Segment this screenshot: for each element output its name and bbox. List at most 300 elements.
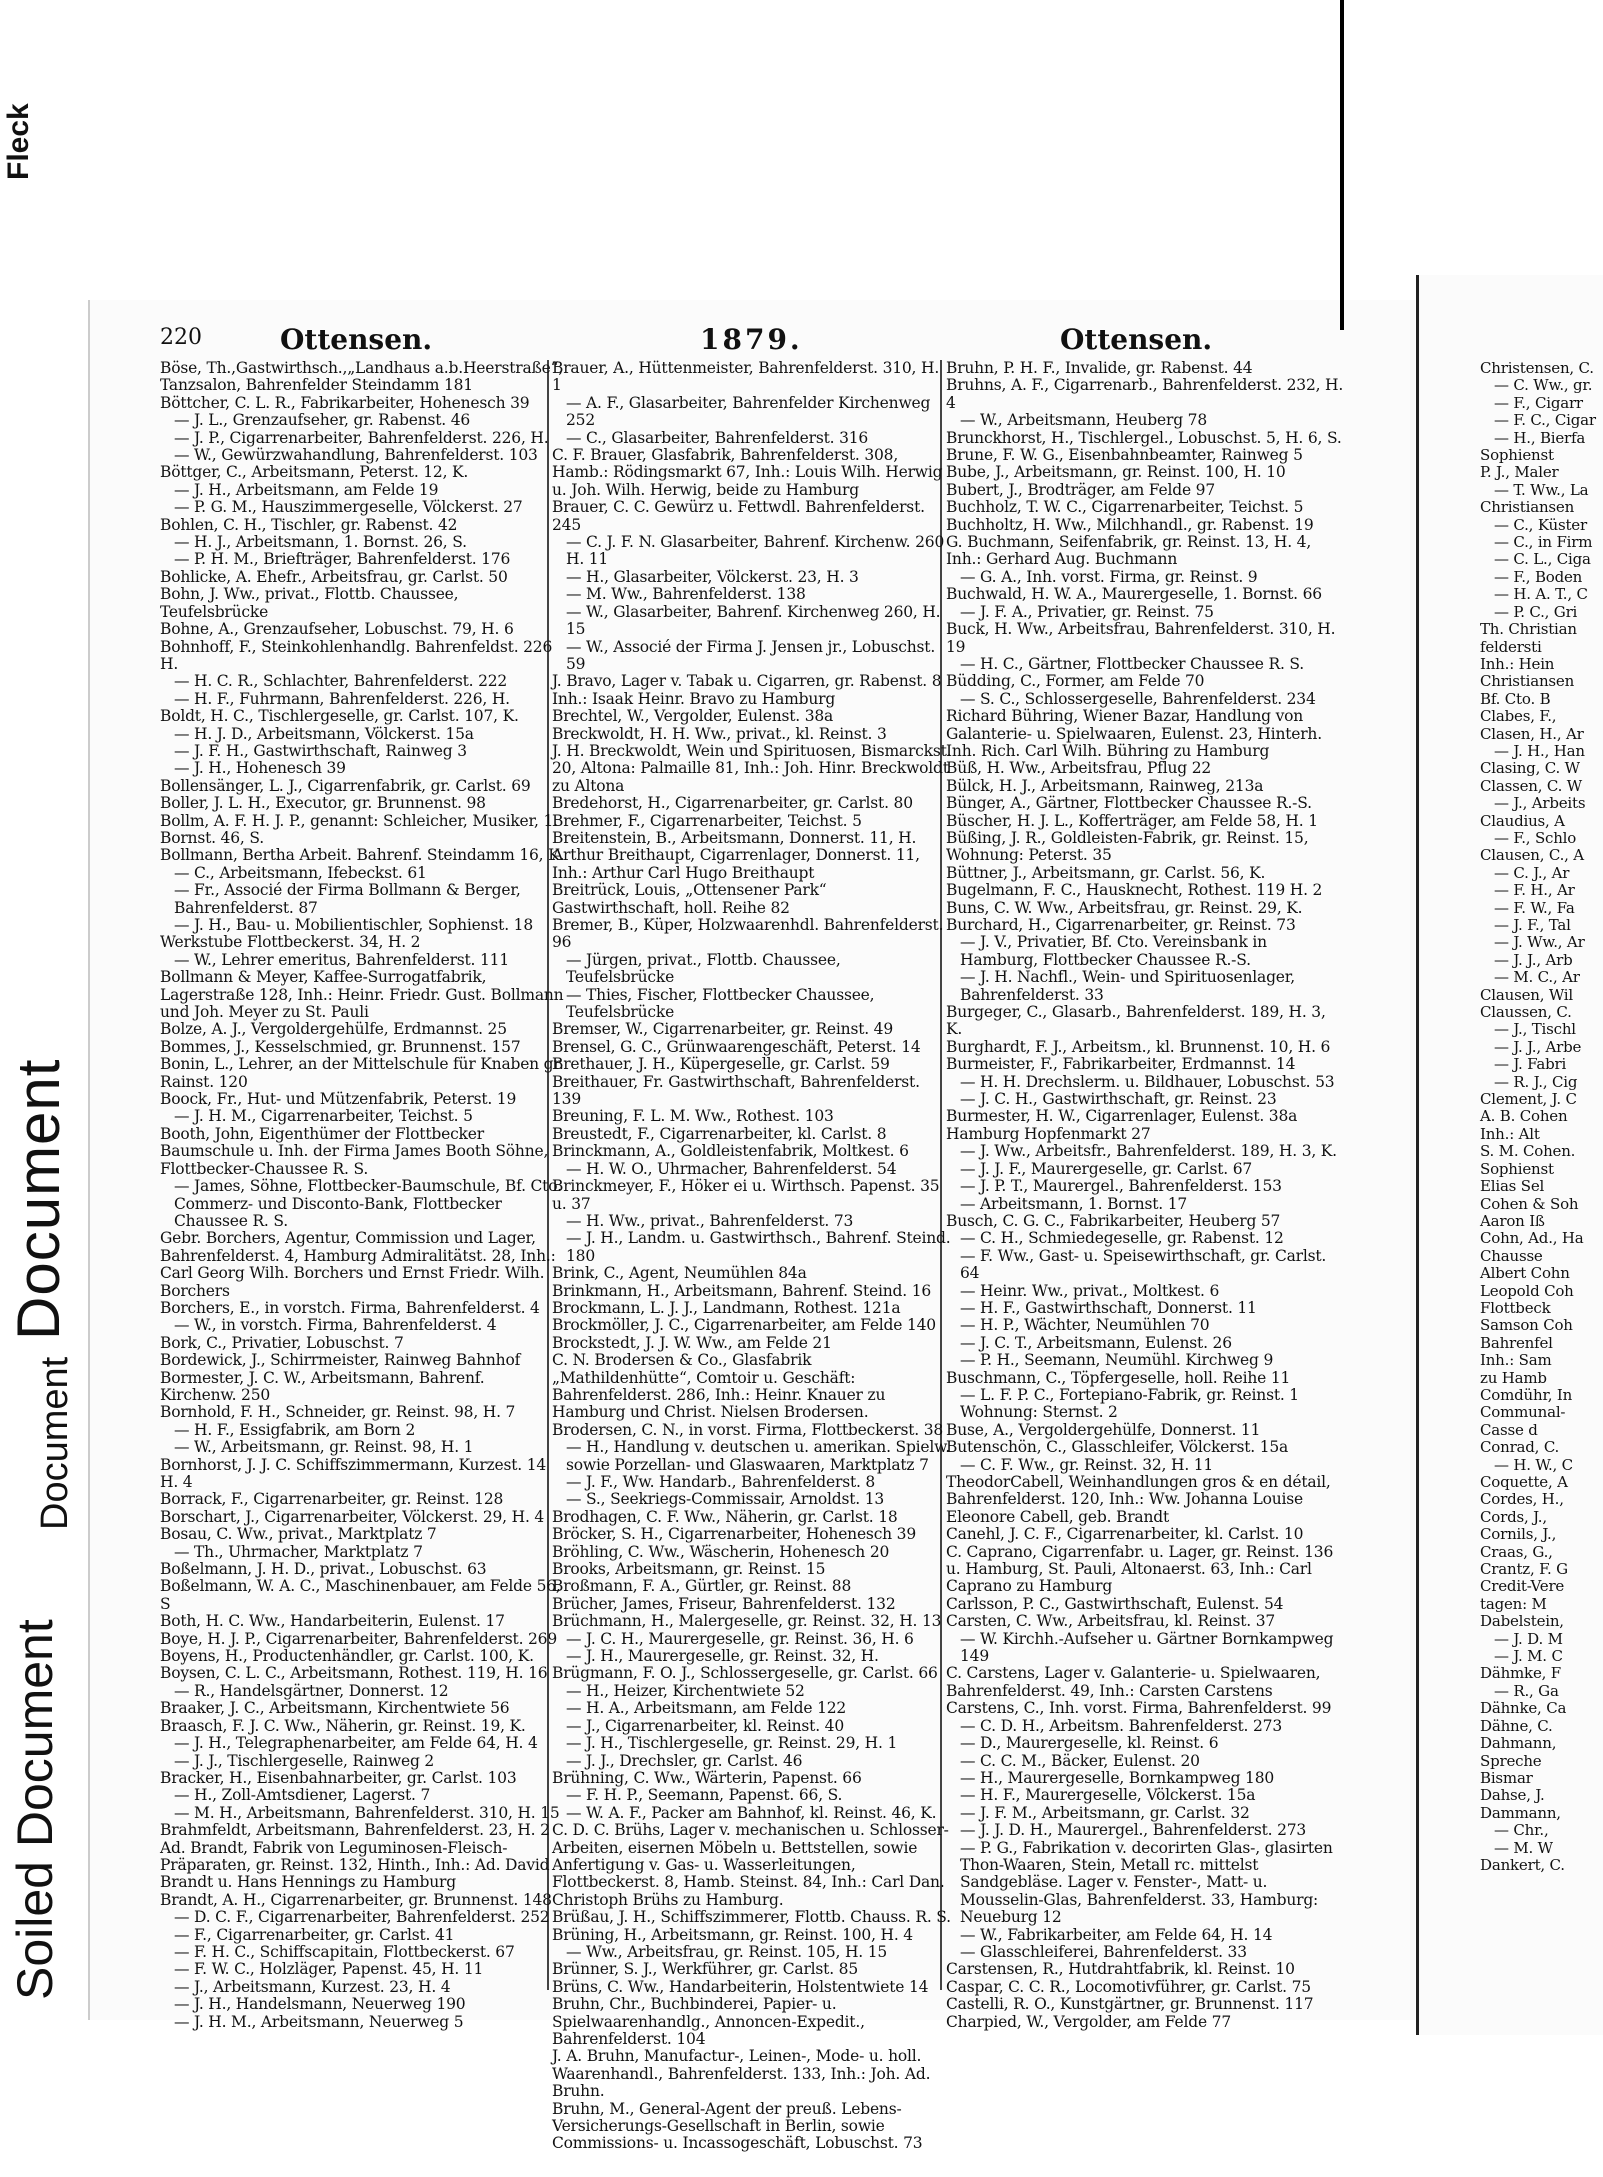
- directory-entry: — F., Cigarrenarbeiter, gr. Carlst. 41: [174, 1925, 455, 1944]
- directory-entry: Brodhagen, C. F. Ww., Näherin, gr. Carlst. 18: [552, 1507, 898, 1526]
- directory-entry: Boldt, H. C., Tischlergeselle, gr. Carlst. 107, K.: [160, 707, 519, 726]
- directory-entry: Both, H. C. Ww., Handarbeiterin, Eulenst. 17: [160, 1612, 505, 1631]
- directory-entry: Büscher, H. J. L., Kofferträger, am Felde 58, H. 1: [946, 811, 1318, 830]
- directory-entry: Brüning, H., Arbeitsmann, gr. Reinst. 100, H. 4: [552, 1925, 913, 1944]
- directory-entry: — H. F., Essigfabrik, am Born 2: [174, 1420, 416, 1439]
- directory-entry: tagen: M: [1480, 1594, 1547, 1613]
- directory-entry: Büdding, C., Former, am Felde 70: [946, 672, 1205, 691]
- directory-entry: Dähnke, Ca: [1480, 1699, 1567, 1718]
- directory-entry: Werkstube Flottbeckerst. 34, H. 2: [160, 933, 421, 952]
- directory-entry: Breustedt, F., Cigarrenarbeiter, kl. Carlst. 8: [552, 1124, 887, 1143]
- directory-entry: Bollensänger, L. J., Cigarrenfabrik, gr. Carlst. 69: [160, 776, 531, 795]
- directory-entry: Bruhn, Chr., Buchbinderei, Papier- u. Spielwaarenhandlg., Annoncen-Expedit., Bahrenfelderst. 104: [552, 1995, 865, 2048]
- directory-entry: Boock, Fr., Hut- und Mützenfabrik, Peterst. 19: [160, 1090, 517, 1109]
- directory-entry: Classen, C. W: [1480, 776, 1582, 795]
- directory-entry: Clausen, C., A: [1480, 846, 1584, 865]
- directory-entry: Bröhling, C. Ww., Wäscherin, Hohenesch 20: [552, 1542, 890, 1561]
- directory-entry: Brink, C., Agent, Neumühlen 84a: [552, 1264, 807, 1283]
- directory-entry: Boye, H. J. P., Cigarrenarbeiter, Bahrenfelderst. 269: [160, 1629, 558, 1648]
- directory-entry: Th. Christian: [1480, 620, 1577, 639]
- directory-entry: — J. C. T., Arbeitsmann, Eulenst. 26: [960, 1333, 1232, 1352]
- directory-entry: Büß, H. Ww., Arbeitsfrau, Pflug 22: [946, 759, 1212, 778]
- directory-entry: Bohnhoff, F., Steinkohlenhandlg. Bahrenfeldst. 226 H.: [160, 637, 553, 673]
- directory-entry: — J. F. H., Gastwirthschaft, Rainweg 3: [174, 741, 467, 760]
- directory-entry: Sophienst: [1480, 446, 1554, 465]
- directory-entry: Brockmann, L. J. J., Landmann, Rothest. 121a: [552, 1298, 901, 1317]
- directory-entry: — J. H., Bau- u. Mobilientischler, Sophienst. 18: [174, 916, 533, 934]
- directory-entry: Dähne, C.: [1480, 1716, 1553, 1735]
- directory-entry: Borchers, E., in vorstch. Firma, Bahrenfelderst. 4: [160, 1298, 540, 1317]
- directory-entry: Burgeger, C., Glasarb., Bahrenfelderst. 189, H. 3, K.: [946, 1003, 1326, 1039]
- directory-entry: Dankert, C.: [1480, 1855, 1565, 1874]
- directory-entry: — F., Boden: [1494, 567, 1583, 586]
- directory-entry: — H. Ww., privat., Bahrenfelderst. 73: [566, 1211, 854, 1230]
- directory-entry: Christensen, C.: [1480, 359, 1594, 377]
- directory-entry: Brodersen, C. N., in vorst. Firma, Flottbeckerst. 38: [552, 1420, 944, 1439]
- directory-entry: G. Buchmann, Seifenfabrik, gr. Reinst. 13, H. 4, Inh.: Gerhard Aug. Buchmann: [946, 533, 1312, 569]
- directory-entry: Sophienst: [1480, 1159, 1554, 1178]
- page-number: 220: [160, 325, 202, 350]
- directory-entry: Bohn, J. Ww., privat., Flottb. Chaussee, Teufelsbrücke: [160, 585, 459, 621]
- directory-entry: — J., Arbeits: [1494, 794, 1586, 813]
- directory-entry: — J. H., Handelsmann, Neuerweg 190: [174, 1995, 466, 2014]
- margin-label-document: Document: [5, 1058, 72, 1340]
- directory-entry: Bommes, J., Kesselschmied, gr. Brunnenst. 157: [160, 1037, 521, 1056]
- directory-entry: — W. Kirchh.-Aufseher u. Gärtner Bornkampweg 149: [960, 1629, 1334, 1666]
- directory-entry: Böttger, C., Arbeitsmann, Peterst. 12, K.: [160, 463, 469, 482]
- directory-entry: — R. J., Cig: [1494, 1072, 1578, 1091]
- directory-entry: Claussen, C.: [1480, 1003, 1572, 1022]
- directory-column-2: [552, 359, 952, 2153]
- directory-entry: — J. J. D. H., Maurergel., Bahrenfelderst. 273: [960, 1821, 1307, 1840]
- directory-entry: — F. W., Fa: [1494, 898, 1575, 917]
- directory-entry: C. N. Brodersen & Co., Glasfabrik „Mathildenhütte“, Comtoir u. Geschäft: Bahrenfelderst. 286, Inh.: Heinr. Knauer zu Hamburg und Christ. Nielsen Brodersen.: [552, 1351, 886, 1422]
- directory-entry: — M. W: [1494, 1838, 1553, 1857]
- directory-entry: — P. G. M., Hauszimmergeselle, Völckerst. 27: [174, 498, 523, 517]
- directory-entry: — H. P., Wächter, Neumühlen 70: [960, 1316, 1210, 1335]
- directory-entry: — J. L., Grenzaufseher, gr. Rabenst. 46: [174, 411, 471, 430]
- directory-entry: Brockmöller, J. C., Cigarrenarbeiter, am Felde 140: [552, 1316, 936, 1335]
- directory-column-3: [946, 359, 1346, 2031]
- directory-entry: Buchholtz, H. Ww., Milchhandl., gr. Rabenst. 19: [946, 515, 1314, 534]
- directory-entry: Clausen, Wil: [1480, 985, 1573, 1004]
- directory-entry: Buse, A., Vergoldergehülfe, Donnerst. 11: [946, 1420, 1261, 1439]
- directory-entry: Brinckmeyer, F., Höker ei u. Wirthsch. Papenst. 35 u. 37: [552, 1177, 940, 1213]
- directory-entry: — Jürgen, privat., Flottb. Chaussee, Teufelsbrücke: [566, 950, 841, 987]
- directory-entry: — H. A. T., C: [1494, 585, 1588, 604]
- directory-entry: Braaker, J. C., Arbeitsmann, Kirchentwiete 56: [160, 1699, 510, 1718]
- directory-entry: Ad. Brandt, Fabrik von Leguminosen-Fleisch-Präparaten, gr. Reinst. 132, Hinth., Inh.: Ad. David Brandt u. Hans Hennings zu Hamburg: [160, 1838, 550, 1892]
- directory-entry: — J. J., Tischlergeselle, Rainweg 2: [174, 1751, 435, 1770]
- directory-entry: Conrad, C.: [1480, 1438, 1560, 1457]
- directory-entry: Clabes, F.,: [1480, 707, 1557, 726]
- directory-entry: — F. W. C., Holzläger, Papenst. 45, H. 11: [174, 1960, 484, 1979]
- directory-entry: Bremser, W., Cigarrenarbeiter, gr. Reinst. 49: [552, 1020, 894, 1039]
- directory-entry: — T. Ww., La: [1494, 480, 1589, 499]
- directory-entry: — M. Ww., Bahrenfelderst. 138: [566, 585, 806, 604]
- directory-entry: Crantz, F. G: [1480, 1560, 1568, 1579]
- directory-entry: Caspar, C. C. R., Locomotivführer, gr. Carlst. 75: [946, 1977, 1311, 1996]
- directory-entry: Claudius, A: [1480, 811, 1565, 830]
- directory-entry: — H., Heizer, Kirchentwiete 52: [566, 1681, 805, 1700]
- directory-entry: — W. A. F., Packer am Bahnhof, kl. Reinst. 46, K.: [566, 1803, 937, 1822]
- directory-entry: — J., Cigarrenarbeiter, kl. Reinst. 40: [566, 1716, 844, 1735]
- directory-entry: — F. H. P., Seemann, Papenst. 66, S.: [566, 1786, 843, 1805]
- directory-entry: — P. C., Gri: [1494, 602, 1578, 621]
- directory-entry: Bubert, J., Brodträger, am Felde 97: [946, 480, 1215, 499]
- directory-entry: J. H. Breckwoldt, Wein und Spirituosen, Bismarckst. 20, Altona: Palmaille 81, Inh.: Joh. Hinr. Breckwoldt zu Altona: [552, 741, 952, 795]
- directory-entry: Comdühr, In: [1480, 1385, 1573, 1404]
- directory-entry: Brahmfeldt, Arbeitsmann, Bahrenfelderst. 23, H. 2: [160, 1821, 550, 1840]
- directory-entry: Buns, C. W. Ww., Arbeitsfrau, gr. Reinst. 29, K.: [946, 898, 1303, 917]
- directory-entry: — F. Ww., Gast- u. Speisewirthschaft, gr. Carlst. 64: [960, 1246, 1327, 1283]
- directory-entry: Bork, C., Privatier, Lobuschst. 7: [160, 1333, 404, 1352]
- directory-entry: Bollmann & Meyer, Kaffee-Surrogatfabrik, Lagerstraße 128, Inh.: Heinr. Friedr. Gust. Bollmann und Joh. Meyer zu St. Pauli: [160, 968, 564, 1022]
- directory-entry: Brehmer, F., Cigarrenarbeiter, Teichst. 5: [552, 811, 862, 830]
- directory-entry: — J. H., Landm. u. Gastwirthsch., Bahrenf. Steind. 180: [566, 1229, 951, 1265]
- directory-entry: — W., Arbeitsmann, gr. Reinst. 98, H. 1: [174, 1438, 474, 1457]
- margin-label-top: Fleck: [2, 103, 35, 180]
- directory-entry: Bugelmann, F. C., Hausknecht, Rothest. 119 H. 2: [946, 881, 1323, 900]
- directory-entry: Butenschön, C., Glasschleifer, Völckerst. 15a: [946, 1438, 1289, 1457]
- directory-entry: Bruhn, M., General-Agent der preuß. Lebens-Versicherungs-Gesellschaft in Berlin, sowie Commissions- u. Incassogeschäft, Lobuschst. 73: [552, 2099, 923, 2153]
- directory-entry: Clasing, C. W: [1480, 759, 1580, 778]
- directory-entry: Brüns, C. Ww., Handarbeiterin, Holstentwiete 14: [552, 1977, 929, 1996]
- directory-entry: J. A. Bruhn, Manufactur-, Leinen-, Mode- u. holl. Waarenhandl., Bahrenfelderst. 133, Inh.: Joh. Ad. Bruhn.: [552, 2047, 931, 2101]
- directory-entry: — H. A., Arbeitsmann, am Felde 122: [566, 1699, 847, 1718]
- directory-entry: Borrack, F., Cigarrenarbeiter, gr. Reinst. 128: [160, 1490, 504, 1509]
- directory-entry: Arthur Breithaupt, Cigarrenlager, Donnerst. 11, Inh.: Arthur Carl Hugo Breithaupt: [552, 846, 920, 882]
- directory-entry: — Thies, Fischer, Flottbecker Chaussee, Teufelsbrücke: [566, 985, 875, 1022]
- directory-entry: — C., Küster: [1494, 515, 1587, 534]
- directory-entry: Charpied, W., Vergolder, am Felde 77: [946, 2012, 1231, 2031]
- directory-entry: C. Caprano, Cigarrenfabr. u. Lager, gr. Reinst. 136 u. Hamburg, St. Pauli, Altonaerst. 63, Inh.: Carl Caprano zu Hamburg: [946, 1542, 1334, 1596]
- directory-entry: TheodorCabell, Weinhandlungen gros & en détail, Bahrenfelderst. 120, Inh.: Ww. Johanna Louise Eleonore Cabell, geb. Brandt: [946, 1473, 1331, 1526]
- directory-entry: Brunckhorst, H., Tischlergel., Lobuschst. 5, H. 6, S.: [946, 428, 1342, 447]
- directory-entry: — H. C. R., Schlachter, Bahrenfelderst. 222: [174, 672, 508, 691]
- directory-entry: Bosau, C. Ww., privat., Marktplatz 7: [160, 1525, 437, 1544]
- page-header: [160, 323, 1213, 361]
- directory-entry: — C. D. H., Arbeitsm. Bahrenfelderst. 273: [960, 1716, 1282, 1735]
- directory-entry: — H. F., Maurergeselle, Völckerst. 15a: [960, 1786, 1256, 1805]
- directory-entry: Brinkmann, H., Arbeitsmann, Bahrenf. Steind. 16: [552, 1281, 932, 1300]
- directory-entry: Bredehorst, H., Cigarrenarbeiter, gr. Carlst. 80: [552, 794, 913, 813]
- directory-entry: Böse, Th.,Gastwirthsch.,„Landhaus a.b.Heerstraße“, Tanzsalon, Bahrenfelder Steindamm 181: [160, 359, 564, 395]
- directory-entry: — W., in vorstch. Firma, Bahrenfelderst. 4: [174, 1316, 497, 1335]
- directory-entry: Buck, H. Ww., Arbeitsfrau, Bahrenfelderst. 310, H. 19: [946, 620, 1336, 656]
- directory-entry: Boyens, H., Productenhändler, gr. Carlst. 100, K.: [160, 1647, 534, 1666]
- directory-entry: — J. J. F., Maurergeselle, gr. Carlst. 67: [960, 1159, 1253, 1178]
- directory-entry: Borschart, J., Cigarrenarbeiter, Völckerst. 29, H. 4: [160, 1507, 545, 1526]
- directory-entry: Bordewick, J., Schirrmeister, Rainweg Bahnhof: [160, 1351, 521, 1370]
- directory-entry: — H. W., C: [1494, 1455, 1573, 1474]
- directory-entry: Brooks, Arbeitsmann, gr. Reinst. 15: [552, 1560, 826, 1579]
- directory-entry: A. B. Cohen: [1480, 1107, 1568, 1126]
- directory-entry: — H. W. O., Uhrmacher, Bahrenfelderst. 54: [566, 1159, 897, 1178]
- directory-entry: Brüßau, J. H., Schiffszimmerer, Flottb. Chauss. R. S.: [552, 1908, 951, 1927]
- directory-entry: Dahmann,: [1480, 1734, 1557, 1753]
- directory-entry: — J. C. H., Gastwirthschaft, gr. Reinst. 23: [960, 1090, 1277, 1109]
- directory-entry: Braasch, F. J. C. Ww., Näherin, gr. Reinst. 19, K.: [160, 1716, 526, 1735]
- directory-entry: Bismar: [1480, 1768, 1533, 1787]
- directory-entry: Cords, J.,: [1480, 1507, 1547, 1526]
- directory-entry: — J. H. Nachfl., Wein- und Spirituosenlager, Bahrenfelderst. 33: [960, 968, 1296, 1004]
- directory-entry: — Arbeitsmann, 1. Bornst. 17: [960, 1194, 1188, 1213]
- directory-entry: Dabelstein,: [1480, 1612, 1564, 1631]
- directory-entry: Bf. Cto. B: [1480, 689, 1551, 708]
- directory-entry: Brüchmann, H., Malergeselle, gr. Reinst. 32, H. 13: [552, 1612, 942, 1631]
- directory-entry: — F. H. C., Schiffscapitain, Flottbeckerst. 67: [174, 1942, 515, 1961]
- directory-entry: Bracker, H., Eisenbahnarbeiter, gr. Carlst. 103: [160, 1768, 517, 1787]
- directory-entry: Coquette, A: [1480, 1473, 1568, 1491]
- directory-entry: — C. H., Schmiedegeselle, gr. Rabenst. 12: [960, 1229, 1284, 1248]
- directory-entry: — J. D. M: [1494, 1629, 1563, 1648]
- directory-entry: Dahse, J.: [1480, 1786, 1545, 1805]
- directory-entry: Cohn, Ad., Ha: [1480, 1229, 1584, 1248]
- directory-entry: C. D. C. Brühs, Lager v. mechanischen u. Schlosser-Arbeiten, eisernen Möbeln u. Bettstellen, sowie Anfertigung v. Gas- u. Wasserleitungen, Flottbeckerst. 8, Hamb. Steinst. 84, Inh.: Carl Dan. Christoph Brühs zu Hamburg.: [552, 1821, 949, 1909]
- directory-entry: Buchwald, H. W. A., Maurergeselle, 1. Bornst. 66: [946, 585, 1322, 604]
- directory-entry: — J. J., Arb: [1494, 950, 1573, 969]
- directory-entry: — J. H., Arbeitsmann, am Felde 19: [174, 480, 439, 499]
- directory-entry: Burmeister, F., Fabrikarbeiter, Erdmannst. 14: [946, 1055, 1296, 1074]
- directory-entry: — C., Arbeitsmann, Ifebeckst. 61: [174, 863, 427, 882]
- directory-entry: Bollm, A. F. H. J. P., genannt: Schleicher, Musiker, 1. Bornst. 46, S.: [160, 811, 558, 847]
- directory-entry: Breithauer, Fr. Gastwirthschaft, Bahrenfelderst. 139: [552, 1072, 920, 1109]
- directory-entry: Bornhorst, J. J. C. Schiffszimmermann, Kurzest. 14 H. 4: [160, 1455, 547, 1491]
- directory-entry: — C. C. M., Bäcker, Eulenst. 20: [960, 1751, 1200, 1770]
- directory-entry: — J. H., Tischlergeselle, gr. Reinst. 29, H. 1: [566, 1734, 898, 1753]
- directory-entry: — H. H. Drechslerm. u. Bildhauer, Lobuschst. 53: [960, 1072, 1335, 1091]
- directory-entry: Brensel, G. C., Grünwaarengeschäft, Peterst. 14: [552, 1037, 921, 1056]
- directory-entry: Albert Cohn: [1480, 1264, 1570, 1283]
- directory-entry: Gebr. Borchers, Agentur, Commission und Lager, Bahrenfelderst. 4, Hamburg Admiralitätst. 28, Inh.: Carl Georg Wilh. Borchers und Ernst Friedr. Wilh. Borchers: [160, 1229, 556, 1300]
- directory-entry: — S. C., Schlossergeselle, Bahrenfelderst. 234: [960, 689, 1316, 708]
- directory-entry: Bröcker, S. H., Cigarrenarbeiter, Hohenesch 39: [552, 1525, 917, 1544]
- directory-entry: P. J., Maler: [1480, 463, 1559, 482]
- directory-entry: — H. F., Fuhrmann, Bahrenfelderst. 226, H.: [174, 689, 510, 708]
- directory-entry: Bruhns, A. F., Cigarrenarb., Bahrenfelderst. 232, H. 4: [946, 376, 1344, 412]
- directory-entry: zu Hamb: [1480, 1368, 1547, 1387]
- directory-entry: Dammann,: [1480, 1803, 1561, 1822]
- directory-entry: Burghardt, F. J., Arbeitsm., kl. Brunnenst. 10, H. 6: [946, 1037, 1331, 1056]
- directory-entry: Carlsson, P. C., Gastwirthschaft, Eulenst. 54: [946, 1594, 1284, 1613]
- directory-entry: — J. Ww., Arbeitsfr., Bahrenfelderst. 189, H. 3, K.: [960, 1142, 1337, 1161]
- directory-entry: Cohen & Soh: [1480, 1194, 1579, 1213]
- directory-entry: Cordes, H.,: [1480, 1490, 1564, 1509]
- directory-entry: Böttcher, C. L. R., Fabrikarbeiter, Hohenesch 39: [160, 393, 530, 412]
- directory-entry: Clasen, H., Ar: [1480, 724, 1584, 743]
- directory-entry: — Th., Uhrmacher, Marktplatz 7: [174, 1542, 423, 1561]
- directory-entry: — S., Seekriegs-Commissair, Arnoldst. 13: [566, 1490, 885, 1509]
- directory-entry: — J. Fabri: [1494, 1055, 1567, 1074]
- directory-entry: — M. C., Ar: [1494, 968, 1580, 987]
- directory-entry: — J. J., Arbe: [1494, 1037, 1582, 1056]
- directory-entry: — J. M. C: [1494, 1647, 1563, 1666]
- directory-entry: Communal-: [1480, 1403, 1566, 1422]
- directory-entry: Brühning, C. Ww., Wärterin, Papenst. 66: [552, 1768, 862, 1787]
- directory-entry: Burmester, H. W., Cigarrenlager, Eulenst. 38a Hamburg Hopfenmarkt 27: [946, 1107, 1298, 1143]
- running-title-left: Ottensen.: [280, 323, 433, 356]
- directory-entry: — C. L., Ciga: [1494, 550, 1591, 569]
- directory-entry: Bohlicke, A. Ehefr., Arbeitsfrau, gr. Carlst. 50: [160, 567, 508, 586]
- directory-entry: — R., Ga: [1494, 1681, 1559, 1700]
- directory-entry: — P. H. M., Briefträger, Bahrenfelderst. 176: [174, 550, 511, 569]
- directory-entry: — J. J., Drechsler, gr. Carlst. 46: [566, 1751, 803, 1770]
- directory-entry: — W., Gewürzwahandlung, Bahrenfelderst. 103: [174, 446, 538, 465]
- directory-entry: — J. F., Ww. Handarb., Bahrenfelderst. 8: [566, 1473, 876, 1491]
- directory-entry: — J. Ww., Ar: [1494, 933, 1585, 952]
- directory-entry: Brechtel, W., Vergolder, Eulenst. 38a: [552, 707, 834, 726]
- directory-entry: Büttner, J., Arbeitsmann, gr. Carlst. 56, K.: [946, 863, 1266, 882]
- directory-entry: — H., Handlung v. deutschen u. amerikan. Spielw. sowie Porzellan- und Glaswaaren, Marktplatz 7: [566, 1438, 951, 1474]
- directory-entry: Leopold Coh: [1480, 1281, 1574, 1300]
- directory-entry: — J. P. T., Maurergel., Bahrenfelderst. 153: [960, 1177, 1282, 1196]
- directory-entry: — J. F. M., Arbeitsmann, gr. Carlst. 32: [960, 1803, 1250, 1822]
- directory-entry: — L. F. P. C., Fortepiano-Fabrik, gr. Reinst. 1 Wohnung: Sternst. 2: [960, 1385, 1299, 1422]
- directory-entry: Chausse: [1480, 1246, 1543, 1265]
- directory-entry: Brandt, A. H., Cigarrenarbeiter, gr. Brunnenst. 148: [160, 1890, 552, 1909]
- directory-entry: — F., Schlo: [1494, 828, 1577, 847]
- directory-entry: — Chr.,: [1494, 1821, 1549, 1840]
- directory-column-1: [160, 359, 565, 2031]
- directory-entry: Brücher, James, Friseur, Bahrenfelderst. 132: [552, 1594, 896, 1613]
- directory-entry: Casse d: [1480, 1420, 1538, 1439]
- directory-entry: — F. C., Cigar: [1494, 411, 1596, 430]
- directory-entry: Brauer, A., Hüttenmeister, Bahrenfelderst. 310, H. 1: [552, 359, 940, 395]
- directory-entry: Brockstedt, J. J. W. Ww., am Felde 21: [552, 1333, 832, 1352]
- directory-entry: Bahrenfel: [1480, 1333, 1553, 1352]
- directory-entry: Boller, J. L. H., Executor, gr. Brunnenst. 98: [160, 794, 486, 813]
- directory-entry: — F. H., Ar: [1494, 881, 1575, 900]
- directory-entry: — J. H. M., Arbeitsmann, Neuerweg 5: [174, 2012, 464, 2031]
- directory-entry: Brune, F. W. G., Eisenbahnbeamter, Rainweg 5: [946, 446, 1303, 465]
- directory-entry: — H., Zoll-Amtsdiener, Lagerst. 7: [174, 1786, 431, 1805]
- directory-entry: — H., Glasarbeiter, Völckerst. 23, H. 3: [566, 567, 859, 586]
- directory-entry: — W., Lehrer emeritus, Bahrenfelderst. 111: [174, 950, 509, 969]
- directory-entry: Büßing, J. R., Goldleisten-Fabrik, gr. Reinst. 15, Wohnung: Peterst. 35: [946, 828, 1309, 865]
- margin-label-document-small: Document: [34, 1356, 76, 1530]
- directory-entry: Carstens, C., Inh. vorst. Firma, Bahrenfelderst. 99: [946, 1699, 1332, 1718]
- directory-entry: — F., Cigarr: [1494, 393, 1583, 412]
- directory-entry: — J. H., Hohenesch 39: [174, 759, 346, 778]
- directory-entry: Bünger, A., Gärtner, Flottbecker Chaussee R.-S.: [946, 794, 1312, 813]
- page-year: 1879.: [700, 323, 803, 356]
- directory-entry: Richard Bühring, Wiener Bazar, Handlung von Galanterie- u. Spielwaaren, Eulenst. 23, Hinterh. Inh. Rich. Carl Wilh. Bühring zu Hamburg: [946, 707, 1322, 760]
- directory-entry: — W., Arbeitsmann, Heuberg 78: [960, 411, 1207, 430]
- directory-entry: Aaron Iß: [1480, 1211, 1545, 1230]
- directory-entry: Bülck, H. J., Arbeitsmann, Rainweg, 213a: [946, 776, 1264, 795]
- directory-entry: Clement, J. C: [1480, 1090, 1577, 1109]
- directory-entry: Boßelmann, W. A. C., Maschinenbauer, am Felde 56, S: [160, 1577, 561, 1613]
- running-title-right: Ottensen.: [1060, 323, 1213, 356]
- directory-entry: Bohlen, C. H., Tischler, gr. Rabenst. 42: [160, 515, 458, 534]
- directory-entry: Brinckmann, A., Goldleistenfabrik, Moltkest. 6: [552, 1142, 909, 1161]
- directory-entry: Samson Coh: [1480, 1316, 1573, 1335]
- directory-entry: Cornils, J.,: [1480, 1525, 1557, 1544]
- directory-entry: Brauer, C. C. Gewürz u. Fettwdl. Bahrenfelderst. 245: [552, 498, 925, 534]
- directory-entry: — J. H., Maurergeselle, gr. Reinst. 32, H.: [566, 1647, 879, 1666]
- directory-entry: — D. C. F., Cigarrenarbeiter, Bahrenfelderst. 252: [174, 1908, 550, 1927]
- directory-entry: Inh.: Alt: [1480, 1124, 1540, 1143]
- directory-entry: — J. C. H., Maurergeselle, gr. Reinst. 36, H. 6: [566, 1629, 914, 1648]
- directory-entry: Breckwoldt, H. H. Ww., privat., kl. Reinst. 3: [552, 724, 887, 743]
- directory-entry: — M. H., Arbeitsmann, Bahrenfelderst. 310, H. 15: [174, 1803, 560, 1822]
- directory-entry: Bonin, L., Lehrer, an der Mittelschule für Knaben gr. Rainst. 120: [160, 1055, 564, 1091]
- directory-entry: — H. C., Gärtner, Flottbecker Chaussee R. S.: [960, 654, 1305, 673]
- directory-entry: Brügmann, F. O. J., Schlossergeselle, gr. Carlst. 66: [552, 1664, 938, 1683]
- directory-entry: Carsten, C. Ww., Arbeitsfrau, kl. Reinst. 37: [946, 1612, 1276, 1631]
- directory-entry: Bornhold, F. H., Schneider, gr. Reinst. 98, H. 7: [160, 1403, 516, 1422]
- directory-entry: Bollmann, Bertha Arbeit. Bahrenf. Steindamm 16, K.: [160, 846, 565, 865]
- page-gutter-shadow: [1340, 0, 1344, 330]
- directory-entry: Busch, C. G. C., Fabrikarbeiter, Heuberg 57: [946, 1211, 1281, 1230]
- directory-entry: Buschmann, C., Töpfergeselle, holl. Reihe 11: [946, 1368, 1291, 1387]
- margin-label-soiled-document: Soiled Document: [7, 1619, 63, 2000]
- directory-entry: — P. H., Seemann, Neumühl. Kirchweg 9: [960, 1351, 1274, 1370]
- directory-entry: — H., Bierfa: [1494, 428, 1586, 447]
- directory-entry: — J. P., Cigarrenarbeiter, Bahrenfelderst. 226, H.: [174, 428, 549, 447]
- directory-entry: S. M. Cohen.: [1480, 1142, 1576, 1161]
- directory-entry: Breitrück, Louis, „Ottensener Park“ Gastwirthschaft, holl. Reihe 82: [552, 881, 827, 917]
- directory-entry: — C. J. F. N. Glasarbeiter, Bahrenf. Kirchenw. 260 H. 11: [566, 533, 945, 569]
- directory-entry: Castelli, R. O., Kunstgärtner, gr. Brunnenst. 117: [946, 1995, 1314, 2014]
- directory-entry: Carstensen, R., Hutdrahtfabrik, kl. Reinst. 10: [946, 1960, 1295, 1979]
- directory-entry: Bohne, A., Grenzaufseher, Lobuschst. 79, H. 6: [160, 620, 514, 639]
- directory-entry: — C. Ww., gr.: [1494, 376, 1593, 395]
- directory-entry: Bube, J., Arbeitsmann, gr. Reinst. 100, H. 10: [946, 463, 1286, 482]
- directory-entry: — C., in Firm: [1494, 533, 1593, 552]
- directory-entry: — J. H., Telegraphenarbeiter, am Felde 64, H. 4: [174, 1734, 538, 1753]
- directory-entry: — A. F., Glasarbeiter, Bahrenfelder Kirchenweg 252: [566, 393, 931, 430]
- directory-entry: Bruhn, P. H. F., Invalide, gr. Rabenst. 44: [946, 359, 1253, 377]
- directory-entry: Brethauer, J. H., Küpergeselle, gr. Carlst. 59: [552, 1055, 890, 1074]
- directory-entry: Bormester, J. C. W., Arbeitsmann, Bahrenf. Kirchenw. 250: [160, 1368, 485, 1404]
- directory-entry: — J. V., Privatier, Bf. Cto. Vereinsbank in Hamburg, Flottbecker Chaussee R.-S.: [960, 933, 1267, 969]
- directory-entry: Brünner, S. J., Werkführer, gr. Carlst. 85: [552, 1960, 858, 1979]
- directory-entry: Burchard, H., Cigarrenarbeiter, gr. Reinst. 73: [946, 916, 1296, 934]
- directory-entry: Craas, G.,: [1480, 1542, 1553, 1561]
- directory-entry: Canehl, J. C. F., Cigarrenarbeiter, kl. Carlst. 10: [946, 1525, 1304, 1544]
- directory-entry: Inh.: Hein: [1480, 654, 1555, 673]
- directory-entry: Elias Sel: [1480, 1177, 1545, 1196]
- directory-entry: — H. J., Arbeitsmann, 1. Bornst. 26, S.: [174, 533, 467, 552]
- directory-entry: Booth, John, Eigenthümer der Flottbecker Baumschule u. Inh. der Firma James Booth Söhne, Flottbecker-Chaussee R. S.: [160, 1124, 549, 1178]
- directory-entry: — D., Maurergeselle, kl. Reinst. 6: [960, 1734, 1219, 1753]
- directory-entry: C. F. Brauer, Glasfabrik, Bahrenfelderst. 308, Hamb.: Rödingsmarkt 67, Inh.: Louis Wilh. Herwig u. Joh. Wilh. Herwig, beide zu Hamburg: [552, 446, 943, 499]
- directory-entry: — Heinr. Ww., privat., Moltkest. 6: [960, 1281, 1220, 1300]
- directory-column-4: [1480, 360, 1600, 2000]
- directory-entry: — J. H. M., Cigarrenarbeiter, Teichst. 5: [174, 1107, 473, 1126]
- directory-entry: — W., Fabrikarbeiter, am Felde 64, H. 14: [960, 1925, 1273, 1944]
- directory-entry: Dähmke, F: [1480, 1664, 1561, 1683]
- directory-entry: — R., Handelsgärtner, Donnerst. 12: [174, 1681, 449, 1700]
- directory-entry: Inh.: Sam: [1480, 1351, 1552, 1370]
- directory-entry: — J. F. A., Privatier, gr. Reinst. 75: [960, 602, 1214, 621]
- directory-entry: — J., Tischl: [1494, 1020, 1576, 1039]
- directory-entry: — H. F., Gastwirthschaft, Donnerst. 11: [960, 1298, 1257, 1317]
- directory-entry: — W., Glasarbeiter, Bahrenf. Kirchenweg 260, H. 15: [566, 602, 941, 639]
- directory-entry: Broßmann, F. A., Gürtler, gr. Reinst. 88: [552, 1577, 852, 1596]
- directory-entry: Boysen, C. L. C., Arbeitsmann, Rothest. 119, H. 16: [160, 1664, 548, 1683]
- directory-entry: — C. J., Ar: [1494, 863, 1570, 882]
- directory-entry: — Glasschleiferei, Bahrenfelderst. 33: [960, 1942, 1247, 1961]
- directory-entry: — J. F., Tal: [1494, 916, 1571, 934]
- directory-entry: — P. G., Fabrikation v. decorirten Glas-, glasirten Thon-Waaren, Stein, Metall rc. mittelst Sandgebläse. Lager v. Fenster-, Matt- u. Mousselin-Glas, Bahrenfelderst. 33, Hamburg: Neueburg 12: [960, 1838, 1333, 1927]
- directory-entry: — G. A., Inh. vorst. Firma, gr. Reinst. 9: [960, 567, 1258, 586]
- directory-entry: Breitenstein, B., Arbeitsmann, Donnerst. 11, H.: [552, 828, 917, 847]
- directory-entry: C. Carstens, Lager v. Galanterie- u. Spielwaaren, Bahrenfelderst. 49, Inh.: Carsten Carstens: [946, 1664, 1321, 1700]
- directory-entry: Boßelmann, J. H. D., privat., Lobuschst. 63: [160, 1560, 487, 1579]
